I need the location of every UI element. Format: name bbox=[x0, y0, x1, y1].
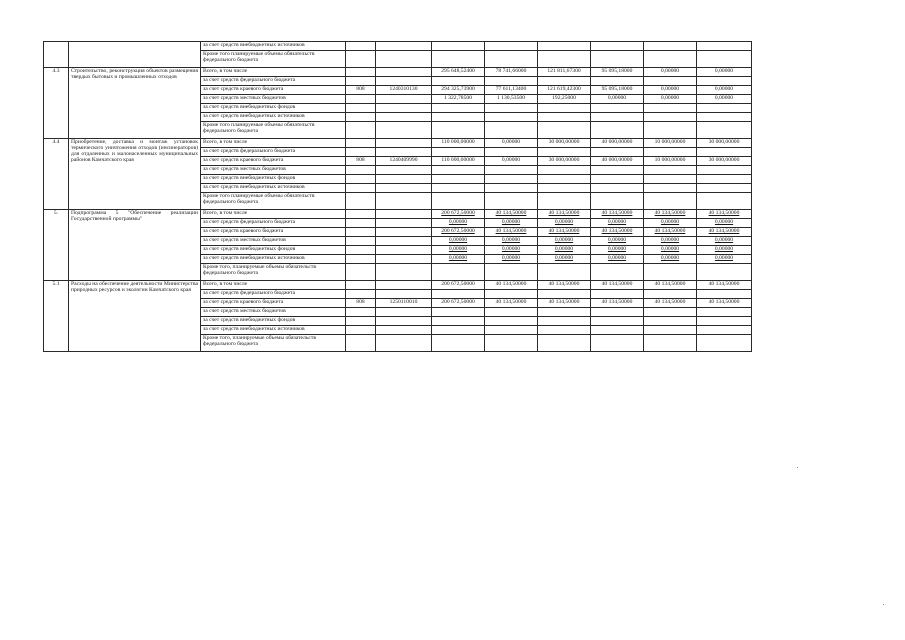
funding-source-cell: за счет средств местных бюджетов bbox=[201, 308, 346, 317]
year-amount-cell: 78 741,66000 bbox=[485, 68, 538, 77]
year-amount-cell bbox=[485, 264, 538, 281]
activity-name-cell: Строительство, реконструкция объектов размещения твердых бытовых и промышленных отходов bbox=[69, 68, 201, 139]
year-amount-cell: 1 130,53500 bbox=[485, 95, 538, 104]
budget-code-cell bbox=[376, 246, 432, 255]
year-amount-cell: 0,00000 bbox=[591, 255, 644, 264]
funding-source-cell: за счет средств краевого бюджета bbox=[201, 299, 346, 308]
year-amount-cell bbox=[538, 122, 591, 139]
year-amount-cell: 0,00000 bbox=[644, 219, 697, 228]
year-amount-cell: 40 134,50000 bbox=[485, 281, 538, 290]
year-amount-cell bbox=[538, 308, 591, 317]
scan-speck bbox=[797, 467, 798, 468]
year-amount-cell bbox=[697, 175, 752, 184]
total-amount-cell bbox=[432, 113, 485, 122]
year-amount-cell bbox=[644, 193, 697, 210]
grbs-code-cell bbox=[346, 104, 376, 113]
budget-code-cell bbox=[376, 113, 432, 122]
total-amount-cell bbox=[432, 42, 485, 51]
year-amount-cell bbox=[644, 326, 697, 335]
activity-name-cell: Подпрограмма 5 "Обеспечение реализации Государственной программы" bbox=[69, 210, 201, 281]
year-amount-cell bbox=[538, 148, 591, 157]
total-amount-cell bbox=[432, 166, 485, 175]
year-amount-cell bbox=[697, 77, 752, 86]
budget-code-cell bbox=[376, 335, 432, 352]
year-amount-cell: 0,00000 bbox=[644, 246, 697, 255]
year-amount-cell: 0,00000 bbox=[485, 219, 538, 228]
year-amount-cell: 0,00000 bbox=[485, 157, 538, 166]
budget-code-cell bbox=[376, 308, 432, 317]
funding-source-cell: Кроме того, планируемые объемы обязательств федерального бюджета bbox=[201, 335, 346, 352]
total-amount-cell bbox=[432, 326, 485, 335]
year-amount-cell bbox=[591, 264, 644, 281]
year-amount-cell: 0,00000 bbox=[591, 246, 644, 255]
year-amount-cell bbox=[538, 335, 591, 352]
year-amount-cell bbox=[644, 42, 697, 51]
funding-source-cell: за счет средств внебюджетных источников bbox=[201, 113, 346, 122]
year-amount-cell bbox=[538, 166, 591, 175]
year-amount-cell bbox=[644, 166, 697, 175]
year-amount-cell: 40 134,50000 bbox=[485, 299, 538, 308]
total-amount-cell bbox=[432, 193, 485, 210]
funding-source-cell: за счет средств федерального бюджета bbox=[201, 77, 346, 86]
year-amount-cell bbox=[644, 308, 697, 317]
total-amount-cell bbox=[432, 77, 485, 86]
funding-source-cell: за счет средств краевого бюджета bbox=[201, 157, 346, 166]
budget-code-cell bbox=[376, 139, 432, 148]
year-amount-cell bbox=[485, 335, 538, 352]
funding-source-cell: за счет средств федерального бюджета bbox=[201, 290, 346, 299]
year-amount-cell: 0,00000 bbox=[538, 246, 591, 255]
total-amount-cell bbox=[432, 317, 485, 326]
year-amount-cell: 0,00000 bbox=[697, 219, 752, 228]
total-amount-cell: 200 672,50000 bbox=[432, 210, 485, 219]
budget-code-cell bbox=[376, 51, 432, 68]
budget-code-cell bbox=[376, 219, 432, 228]
year-amount-cell: 95 095,18000 bbox=[591, 68, 644, 77]
year-amount-cell: 77 611,13400 bbox=[485, 86, 538, 95]
year-amount-cell: 40 134,50000 bbox=[538, 210, 591, 219]
year-amount-cell bbox=[538, 193, 591, 210]
year-amount-cell: 30 000,00000 bbox=[697, 139, 752, 148]
budget-table bbox=[43, 41, 752, 352]
budget-code-cell bbox=[376, 77, 432, 86]
year-amount-cell: 0,00000 bbox=[485, 255, 538, 264]
year-amount-cell bbox=[644, 148, 697, 157]
year-amount-cell: 40 000,00000 bbox=[591, 139, 644, 148]
year-amount-cell bbox=[538, 104, 591, 113]
year-amount-cell bbox=[697, 326, 752, 335]
year-amount-cell: 0,00000 bbox=[644, 68, 697, 77]
funding-source-cell: Кроме того, планируемые объемы обязательств федерального бюджета bbox=[201, 264, 346, 281]
year-amount-cell bbox=[591, 122, 644, 139]
budget-code-cell bbox=[376, 68, 432, 77]
total-amount-cell bbox=[432, 122, 485, 139]
grbs-code-cell: 808 bbox=[346, 157, 376, 166]
row-number-cell: 4.3 bbox=[44, 68, 69, 139]
year-amount-cell: 0,00000 bbox=[697, 86, 752, 95]
year-amount-cell bbox=[538, 77, 591, 86]
year-amount-cell: 0,00000 bbox=[644, 255, 697, 264]
budget-code-cell: 1250110010 bbox=[376, 299, 432, 308]
year-amount-cell bbox=[697, 335, 752, 352]
row-number-cell: 4.4 bbox=[44, 139, 69, 210]
grbs-code-cell bbox=[346, 148, 376, 157]
funding-source-cell: за счет средств федерального бюджета bbox=[201, 219, 346, 228]
total-amount-cell bbox=[432, 335, 485, 352]
year-amount-cell: 0,00000 bbox=[538, 219, 591, 228]
year-amount-cell bbox=[485, 113, 538, 122]
year-amount-cell bbox=[538, 290, 591, 299]
table-row bbox=[44, 281, 752, 290]
year-amount-cell: 40 134,50000 bbox=[697, 299, 752, 308]
year-amount-cell bbox=[538, 113, 591, 122]
funding-source-cell: за счет средств внебюджетных фондов bbox=[201, 317, 346, 326]
year-amount-cell bbox=[591, 175, 644, 184]
funding-source-cell: за счет средств местных бюджетов bbox=[201, 237, 346, 246]
year-amount-cell: 40 134,50000 bbox=[697, 210, 752, 219]
year-amount-cell: 40 134,50000 bbox=[538, 281, 591, 290]
grbs-code-cell bbox=[346, 246, 376, 255]
year-amount-cell: 40 134,50000 bbox=[644, 210, 697, 219]
year-amount-cell: 0,00000 bbox=[697, 246, 752, 255]
year-amount-cell bbox=[591, 104, 644, 113]
grbs-code-cell bbox=[346, 122, 376, 139]
grbs-code-cell bbox=[346, 228, 376, 237]
year-amount-cell: 40 000,00000 bbox=[591, 157, 644, 166]
funding-source-cell: за счет средств внебюджетных фондов bbox=[201, 175, 346, 184]
year-amount-cell bbox=[538, 317, 591, 326]
grbs-code-cell bbox=[346, 193, 376, 210]
grbs-code-cell bbox=[346, 68, 376, 77]
year-amount-cell bbox=[485, 193, 538, 210]
funding-source-cell: за счет средств внебюджетных источников bbox=[201, 42, 346, 51]
year-amount-cell bbox=[485, 308, 538, 317]
budget-code-cell bbox=[376, 148, 432, 157]
year-amount-cell bbox=[538, 51, 591, 68]
funding-source-cell: за счет средств внебюджетных источников bbox=[201, 326, 346, 335]
total-amount-cell: 295 648,52400 bbox=[432, 68, 485, 77]
grbs-code-cell bbox=[346, 77, 376, 86]
total-amount-cell: 200 672,50000 bbox=[432, 299, 485, 308]
total-amount-cell: 294 325,73900 bbox=[432, 86, 485, 95]
year-amount-cell: 40 134,50000 bbox=[591, 228, 644, 237]
year-amount-cell bbox=[644, 335, 697, 352]
grbs-code-cell bbox=[346, 166, 376, 175]
year-amount-cell bbox=[697, 113, 752, 122]
year-amount-cell: 40 134,50000 bbox=[538, 228, 591, 237]
year-amount-cell: 0,00000 bbox=[591, 95, 644, 104]
budget-code-cell bbox=[376, 184, 432, 193]
year-amount-cell bbox=[697, 166, 752, 175]
table-row bbox=[44, 68, 752, 77]
year-amount-cell bbox=[485, 148, 538, 157]
year-amount-cell bbox=[697, 184, 752, 193]
grbs-code-cell bbox=[346, 308, 376, 317]
grbs-code-cell bbox=[346, 317, 376, 326]
year-amount-cell bbox=[591, 148, 644, 157]
budget-code-cell bbox=[376, 122, 432, 139]
grbs-code-cell bbox=[346, 264, 376, 281]
budget-code-cell bbox=[376, 210, 432, 219]
year-amount-cell: 0,00000 bbox=[697, 255, 752, 264]
funding-source-cell: Кроме того планируемые объемы обязательств федерального бюджета bbox=[201, 122, 346, 139]
year-amount-cell bbox=[697, 148, 752, 157]
total-amount-cell: 200 672,50000 bbox=[432, 228, 485, 237]
total-amount-cell bbox=[432, 104, 485, 113]
year-amount-cell bbox=[591, 184, 644, 193]
funding-source-cell: за счет средств местных бюджетов bbox=[201, 95, 346, 104]
total-amount-cell: 0,00000 bbox=[432, 255, 485, 264]
total-amount-cell bbox=[432, 308, 485, 317]
year-amount-cell bbox=[538, 184, 591, 193]
year-amount-cell bbox=[591, 317, 644, 326]
funding-source-cell: Кроме того планируемые объемы обязательств федерального бюджета bbox=[201, 51, 346, 68]
budget-code-cell bbox=[376, 326, 432, 335]
year-amount-cell bbox=[538, 175, 591, 184]
grbs-code-cell bbox=[346, 281, 376, 290]
budget-code-cell bbox=[376, 281, 432, 290]
total-amount-cell: 0,00000 bbox=[432, 219, 485, 228]
budget-code-cell bbox=[376, 264, 432, 281]
year-amount-cell bbox=[591, 193, 644, 210]
year-amount-cell: 0,00000 bbox=[485, 139, 538, 148]
activity-name-cell: Приобретение, доставка и монтаж установок термического уничтожения отходов (инсинераторов) для отдаленных и малонаселенных муниципальных районов Камчатского края bbox=[69, 139, 201, 210]
year-amount-cell bbox=[697, 193, 752, 210]
budget-code-cell bbox=[376, 237, 432, 246]
year-amount-cell bbox=[644, 184, 697, 193]
funding-source-cell: за счет средств местных бюджетов bbox=[201, 166, 346, 175]
funding-source-cell: Всего, в том числе bbox=[201, 68, 346, 77]
year-amount-cell: 121 811,67300 bbox=[538, 68, 591, 77]
year-amount-cell bbox=[485, 51, 538, 68]
year-amount-cell: 10 000,00000 bbox=[644, 139, 697, 148]
year-amount-cell bbox=[538, 42, 591, 51]
year-amount-cell bbox=[485, 184, 538, 193]
funding-source-cell: за счет средств внебюджетных фондов bbox=[201, 104, 346, 113]
grbs-code-cell bbox=[346, 42, 376, 51]
year-amount-cell bbox=[697, 308, 752, 317]
year-amount-cell bbox=[697, 122, 752, 139]
funding-source-cell: за счет средств внебюджетных источников bbox=[201, 255, 346, 264]
budget-code-cell bbox=[376, 228, 432, 237]
year-amount-cell bbox=[485, 42, 538, 51]
year-amount-cell bbox=[591, 290, 644, 299]
grbs-code-cell bbox=[346, 290, 376, 299]
year-amount-cell bbox=[644, 317, 697, 326]
total-amount-cell bbox=[432, 184, 485, 193]
year-amount-cell: 40 134,50000 bbox=[591, 281, 644, 290]
total-amount-cell bbox=[432, 290, 485, 299]
year-amount-cell bbox=[591, 335, 644, 352]
budget-code-cell bbox=[376, 175, 432, 184]
year-amount-cell: 10 000,00000 bbox=[644, 157, 697, 166]
year-amount-cell: 0,00000 bbox=[644, 95, 697, 104]
budget-code-cell: 1240310130 bbox=[376, 86, 432, 95]
year-amount-cell: 0,00000 bbox=[697, 237, 752, 246]
year-amount-cell bbox=[697, 42, 752, 51]
year-amount-cell bbox=[644, 51, 697, 68]
grbs-code-cell bbox=[346, 113, 376, 122]
year-amount-cell: 40 134,50000 bbox=[485, 210, 538, 219]
year-amount-cell: 40 134,50000 bbox=[485, 228, 538, 237]
year-amount-cell bbox=[485, 122, 538, 139]
scan-speck bbox=[883, 604, 884, 605]
year-amount-cell bbox=[697, 317, 752, 326]
total-amount-cell: 110 000,00000 bbox=[432, 139, 485, 148]
year-amount-cell bbox=[697, 51, 752, 68]
budget-code-cell bbox=[376, 193, 432, 210]
year-amount-cell: 0,00000 bbox=[697, 95, 752, 104]
activity-name-cell bbox=[69, 42, 201, 68]
year-amount-cell: 0,00000 bbox=[538, 255, 591, 264]
total-amount-cell: 1 322,78500 bbox=[432, 95, 485, 104]
year-amount-cell bbox=[591, 77, 644, 86]
budget-code-cell bbox=[376, 104, 432, 113]
budget-table-body bbox=[44, 42, 752, 352]
year-amount-cell: 0,00000 bbox=[485, 246, 538, 255]
total-amount-cell: 110 000,00000 bbox=[432, 157, 485, 166]
year-amount-cell: 95 095,18000 bbox=[591, 86, 644, 95]
grbs-code-cell bbox=[346, 237, 376, 246]
year-amount-cell: 0,00000 bbox=[644, 86, 697, 95]
total-amount-cell: 0,00000 bbox=[432, 237, 485, 246]
year-amount-cell: 0,00000 bbox=[485, 237, 538, 246]
budget-code-cell bbox=[376, 95, 432, 104]
grbs-code-cell bbox=[346, 184, 376, 193]
year-amount-cell bbox=[485, 326, 538, 335]
row-number-cell bbox=[44, 42, 69, 68]
year-amount-cell bbox=[591, 308, 644, 317]
funding-source-cell: Всего, в том числе bbox=[201, 210, 346, 219]
budget-code-cell bbox=[376, 42, 432, 51]
funding-source-cell: за счет средств внебюджетных источников bbox=[201, 184, 346, 193]
grbs-code-cell bbox=[346, 175, 376, 184]
year-amount-cell bbox=[697, 290, 752, 299]
year-amount-cell bbox=[644, 77, 697, 86]
year-amount-cell: 30 000,00000 bbox=[697, 157, 752, 166]
grbs-code-cell bbox=[346, 210, 376, 219]
grbs-code-cell bbox=[346, 51, 376, 68]
row-number-cell: 5. bbox=[44, 210, 69, 281]
year-amount-cell bbox=[485, 290, 538, 299]
year-amount-cell bbox=[485, 166, 538, 175]
total-amount-cell: 200 672,50000 bbox=[432, 281, 485, 290]
grbs-code-cell: 808 bbox=[346, 299, 376, 308]
year-amount-cell bbox=[591, 326, 644, 335]
year-amount-cell bbox=[644, 104, 697, 113]
budget-code-cell bbox=[376, 290, 432, 299]
funding-source-cell: за счет средств внебюджетных фондов bbox=[201, 246, 346, 255]
year-amount-cell bbox=[644, 264, 697, 281]
year-amount-cell: 0,00000 bbox=[697, 68, 752, 77]
year-amount-cell: 0,00000 bbox=[591, 219, 644, 228]
year-amount-cell: 40 134,50000 bbox=[644, 281, 697, 290]
grbs-code-cell: 808 bbox=[346, 86, 376, 95]
year-amount-cell bbox=[697, 264, 752, 281]
year-amount-cell bbox=[644, 175, 697, 184]
grbs-code-cell bbox=[346, 219, 376, 228]
funding-source-cell: за счет средств краевого бюджета bbox=[201, 86, 346, 95]
budget-code-cell bbox=[376, 166, 432, 175]
year-amount-cell: 40 134,50000 bbox=[697, 228, 752, 237]
year-amount-cell bbox=[485, 317, 538, 326]
grbs-code-cell bbox=[346, 335, 376, 352]
year-amount-cell bbox=[644, 113, 697, 122]
total-amount-cell bbox=[432, 148, 485, 157]
funding-source-cell: Всего, в том числе bbox=[201, 281, 346, 290]
grbs-code-cell bbox=[346, 255, 376, 264]
year-amount-cell: 121 619,42300 bbox=[538, 86, 591, 95]
year-amount-cell bbox=[697, 104, 752, 113]
year-amount-cell bbox=[485, 104, 538, 113]
year-amount-cell bbox=[485, 77, 538, 86]
row-number-cell: 5.1 bbox=[44, 281, 69, 352]
year-amount-cell: 0,00000 bbox=[538, 237, 591, 246]
grbs-code-cell bbox=[346, 95, 376, 104]
table-row bbox=[44, 139, 752, 148]
year-amount-cell bbox=[591, 42, 644, 51]
year-amount-cell bbox=[644, 290, 697, 299]
funding-source-cell: Кроме того планируемые объемы обязательств федерального бюджета bbox=[201, 193, 346, 210]
year-amount-cell: 0,00000 bbox=[644, 237, 697, 246]
year-amount-cell bbox=[591, 51, 644, 68]
budget-code-cell bbox=[376, 317, 432, 326]
total-amount-cell bbox=[432, 51, 485, 68]
year-amount-cell bbox=[591, 113, 644, 122]
total-amount-cell: 0,00000 bbox=[432, 246, 485, 255]
year-amount-cell bbox=[485, 175, 538, 184]
total-amount-cell bbox=[432, 264, 485, 281]
year-amount-cell bbox=[644, 122, 697, 139]
year-amount-cell: 40 134,50000 bbox=[644, 228, 697, 237]
total-amount-cell bbox=[432, 175, 485, 184]
year-amount-cell bbox=[538, 326, 591, 335]
year-amount-cell: 40 134,50000 bbox=[591, 299, 644, 308]
funding-source-cell: Всего, в том числе bbox=[201, 139, 346, 148]
year-amount-cell: 40 134,50000 bbox=[644, 299, 697, 308]
year-amount-cell: 192,25000 bbox=[538, 95, 591, 104]
year-amount-cell: 40 134,50000 bbox=[697, 281, 752, 290]
budget-code-cell bbox=[376, 255, 432, 264]
year-amount-cell bbox=[538, 264, 591, 281]
year-amount-cell: 40 134,50000 bbox=[538, 299, 591, 308]
year-amount-cell: 30 000,00000 bbox=[538, 157, 591, 166]
budget-code-cell: 1240409990 bbox=[376, 157, 432, 166]
table-row bbox=[44, 210, 752, 219]
year-amount-cell: 30 000,00000 bbox=[538, 139, 591, 148]
funding-source-cell: за счет средств краевого бюджета bbox=[201, 228, 346, 237]
activity-name-cell: Расходы на обеспечение деятельности Министерства природных ресурсов и экологии Камчатского края bbox=[69, 281, 201, 352]
year-amount-cell bbox=[591, 166, 644, 175]
year-amount-cell: 0,00000 bbox=[591, 237, 644, 246]
grbs-code-cell bbox=[346, 139, 376, 148]
table-row bbox=[44, 42, 752, 51]
year-amount-cell: 40 134,50000 bbox=[591, 210, 644, 219]
funding-source-cell: за счет средств федерального бюджета bbox=[201, 148, 346, 157]
grbs-code-cell bbox=[346, 326, 376, 335]
